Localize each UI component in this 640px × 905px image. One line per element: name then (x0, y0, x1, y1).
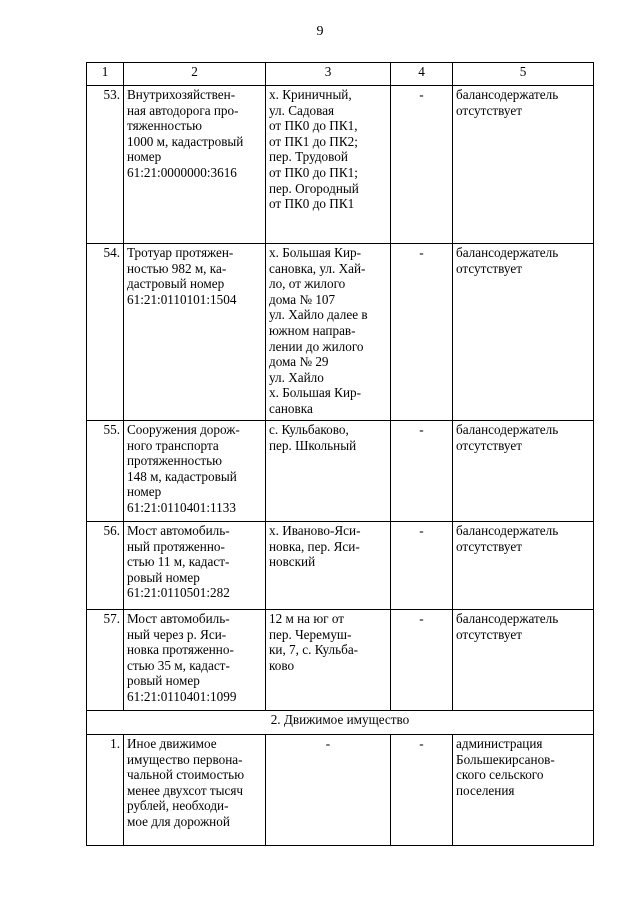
header-cell-4: 4 (391, 63, 453, 86)
section-heading-row (87, 711, 594, 735)
row-number: 53. (87, 86, 124, 244)
table-row (87, 86, 594, 244)
section-heading: 2. Движимое имущество (87, 711, 594, 735)
header-cell-3: 3 (266, 63, 391, 86)
header-cell-5: 5 (453, 63, 594, 86)
property-address: с. Кульбаково, пер. Школьный (266, 421, 391, 522)
table-header-row (87, 63, 594, 86)
column-4-value: - (391, 522, 453, 610)
header-cell-2: 2 (124, 63, 266, 86)
property-address: х. Большая Кир- сановка, ул. Хай- ло, от жилого дома № 107 ул. Хайло далее в южном направ- лении до жилого дома № 29 ул. Хайло х. Большая Кир- сановка (266, 244, 391, 421)
column-4-value: - (391, 610, 453, 711)
table-row (87, 522, 594, 610)
row-number: 54. (87, 244, 124, 421)
balance-holder: балансодержатель отсутствует (453, 522, 594, 610)
property-address: - (266, 735, 391, 846)
balance-holder: балансодержатель отсутствует (453, 421, 594, 522)
row-number: 55. (87, 421, 124, 522)
property-name: Тротуар протяжен- ностью 982 м, ка- дастровый номер 61:21:0110101:1504 (124, 244, 266, 421)
column-4-value: - (391, 86, 453, 244)
property-name: Мост автомобиль- ный протяженно- стью 11 м, кадаст- ровый номер 61:21:0110501:282 (124, 522, 266, 610)
property-registry-table (86, 62, 594, 846)
property-address: х. Иваново-Яси- новка, пер. Яси- новский (266, 522, 391, 610)
balance-holder: балансодержатель отсутствует (453, 86, 594, 244)
table-row (87, 421, 594, 522)
table-row (87, 610, 594, 711)
balance-holder: балансодержатель отсутствует (453, 610, 594, 711)
column-4-value: - (391, 421, 453, 522)
table-row (87, 244, 594, 421)
row-number: 57. (87, 610, 124, 711)
table-row (87, 735, 594, 846)
property-address: 12 м на юг от пер. Черемуш- ки, 7, с. Кульба- ково (266, 610, 391, 711)
property-address: х. Криничный, ул. Садовая от ПК0 до ПК1, от ПК1 до ПК2; пер. Трудовой от ПК0 до ПК1; пер. Огородный от ПК0 до ПК1 (266, 86, 391, 244)
column-4-value: - (391, 735, 453, 846)
column-4-value: - (391, 244, 453, 421)
row-number: 56. (87, 522, 124, 610)
property-name: Внутрихозяйствен- ная автодорога про- тяженностью 1000 м, кадастровый номер 61:21:0000000:3616 (124, 86, 266, 244)
balance-holder: администрация Большекирсанов- ского сельского поселения (453, 735, 594, 846)
row-number: 1. (87, 735, 124, 846)
property-name: Иное движимое имущество первона- чальной стоимостью менее двухсот тысяч рублей, необходи- мое для дорожной (124, 735, 266, 846)
property-name: Мост автомобиль- ный через р. Яси- новка протяженно- стью 35 м, кадаст- ровый номер 61:21:0110401:1099 (124, 610, 266, 711)
header-cell-1: 1 (87, 63, 124, 86)
property-name: Сооружения дорож- ного транспорта протяженностью 148 м, кадастровый номер 61:21:0110401:1133 (124, 421, 266, 522)
balance-holder: балансодержатель отсутствует (453, 244, 594, 421)
page-number: 9 (316, 24, 324, 39)
